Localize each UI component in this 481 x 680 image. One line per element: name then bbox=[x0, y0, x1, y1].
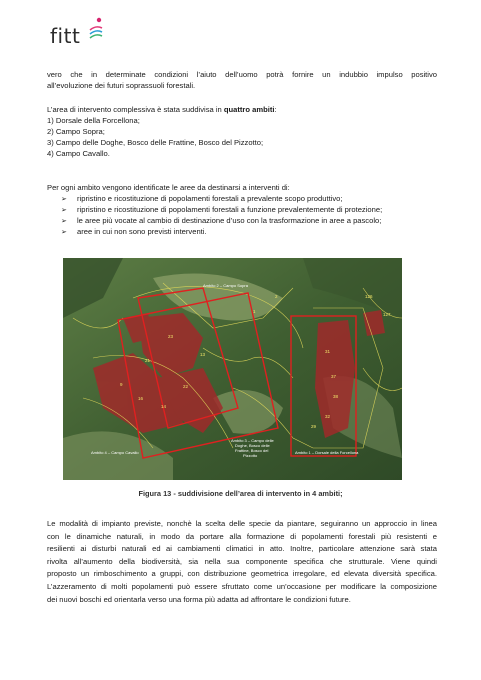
closing-line: resilienti ai disturbi naturali ed ai cambiamenti climatici in atto. Inoltre, particolare attenzione sarà stata bbox=[47, 544, 437, 554]
bullet-item bbox=[61, 226, 207, 238]
closing-line: con le dinamiche naturali, in modo da portare alla formazione di popolamenti forestali più resistenti e bbox=[47, 531, 437, 541]
area-suffix: : bbox=[274, 105, 277, 114]
ambito-4-label: Ambito 4 – Campo Cavallo bbox=[91, 450, 139, 455]
closing-line: Le modalità di impianto previste, nonchè la scelta delle specie da piantare, seguiranno un approccio in linea bbox=[47, 519, 437, 528]
bullet-text: aree in cui non sono previsti interventi. bbox=[77, 227, 207, 236]
parcel-number: 1 bbox=[253, 309, 256, 314]
closing-paragraph bbox=[47, 518, 437, 606]
parcel-number: 37 bbox=[331, 374, 337, 379]
ambito-3-label: Ambito 3 – Campo delle bbox=[231, 438, 274, 443]
ambito-3-label: Doghe, Bosco delle bbox=[235, 443, 270, 448]
arrow-bullet-icon: ➢ bbox=[61, 196, 67, 203]
arrow-bullet-icon: ➢ bbox=[61, 218, 67, 225]
logo-ribbon-icon bbox=[50, 16, 110, 50]
bullet-text: le aree più vocate al cambio di destinazione d’uso con la trasformazione in aree a pascolo; bbox=[77, 216, 382, 225]
closing-line: dei nuovi boschi ed orientarla verso una forma più adatta ad affrontare le condizioni future. bbox=[47, 594, 351, 604]
arrow-bullet-icon: ➢ bbox=[61, 229, 67, 236]
parcel-number: 38 bbox=[333, 394, 339, 399]
parcel-number: 14 bbox=[161, 404, 167, 409]
per-ogni-line: Per ogni ambito vengono identificate le aree da destinarsi a interventi di: bbox=[47, 183, 290, 192]
area-sentence bbox=[47, 104, 437, 115]
arrow-bullet-icon: ➢ bbox=[61, 207, 67, 214]
ambito-3-label: Frattine, Bosco del bbox=[235, 448, 269, 453]
closing-line: rivolta all’aumento della biodiversità, sia nella sua componente specifica che strutturale. Viene quindi bbox=[47, 556, 437, 566]
parcel-number: 13 bbox=[200, 352, 206, 357]
parcel-number: 23 bbox=[168, 334, 174, 339]
intro-line-1: vero che in determinate condizioni l’aiuto dell’uomo potrà fornire un indubbio impulso positivo bbox=[47, 70, 437, 79]
map-svg bbox=[63, 258, 402, 480]
parcel-number: 126 bbox=[365, 294, 373, 299]
fitt-logo bbox=[50, 16, 110, 50]
parcel-number: 2 bbox=[275, 294, 278, 299]
ambito-2-label: Ambito 2 – Campo Sopra bbox=[203, 283, 248, 288]
ambito-3-label: Pizzotto bbox=[243, 453, 258, 458]
ambito-1-label: Ambito 1 – Dorsale della Forcellona bbox=[295, 450, 359, 455]
ambito-item: 4) Campo Cavallo. bbox=[47, 149, 110, 158]
parcel-number: 32 bbox=[325, 414, 331, 419]
parcel-number: 127 bbox=[383, 312, 391, 317]
intro-line-2: all’evoluzione dei futuri soprassuoli forestali. bbox=[47, 81, 196, 90]
parcel-number: 21 bbox=[145, 358, 151, 363]
ambito-item: 3) Campo delle Doghe, Bosco delle Frattine, Bosco del Pizzotto; bbox=[47, 138, 264, 147]
ambito-item: 2) Campo Sopra; bbox=[47, 127, 105, 136]
parcel-number: 22 bbox=[183, 384, 189, 389]
parcel-number: 31 bbox=[325, 349, 331, 354]
closing-line: L’azzeramento di molti popolamenti può essere sfruttato come un’occasione per modificare la composizione bbox=[47, 581, 437, 591]
closing-line: proposto un rimboschimento a gruppi, con distribuzione geometrica irregolare, ed elevata diversità specifica. bbox=[47, 569, 437, 579]
area-prefix: L’area di intervento complessiva è stata suddivisa in bbox=[47, 105, 224, 114]
ambito-item: 1) Dorsale della Forcellona; bbox=[47, 116, 140, 125]
area-paragraph bbox=[47, 104, 437, 159]
parcel-number: 9 bbox=[120, 382, 123, 387]
logo-text: fitt bbox=[50, 24, 81, 48]
figure-caption: Figura 13 - suddivisione dell’area di intervento in 4 ambiti; bbox=[138, 489, 343, 498]
bullet-text: ripristino e ricostituzione di popolamenti forestali a prevalente scopo produttivo; bbox=[77, 194, 343, 203]
parcel-number: 29 bbox=[311, 424, 317, 429]
area-bold: quattro ambiti bbox=[223, 105, 275, 114]
bullet-text: ripristino e ricostituzione di popolamenti forestali a funzione prevalentemente di protezione; bbox=[77, 205, 383, 214]
parcel-number: 16 bbox=[138, 396, 144, 401]
intro-paragraph bbox=[47, 69, 437, 91]
aerial-map-figure bbox=[63, 258, 402, 480]
